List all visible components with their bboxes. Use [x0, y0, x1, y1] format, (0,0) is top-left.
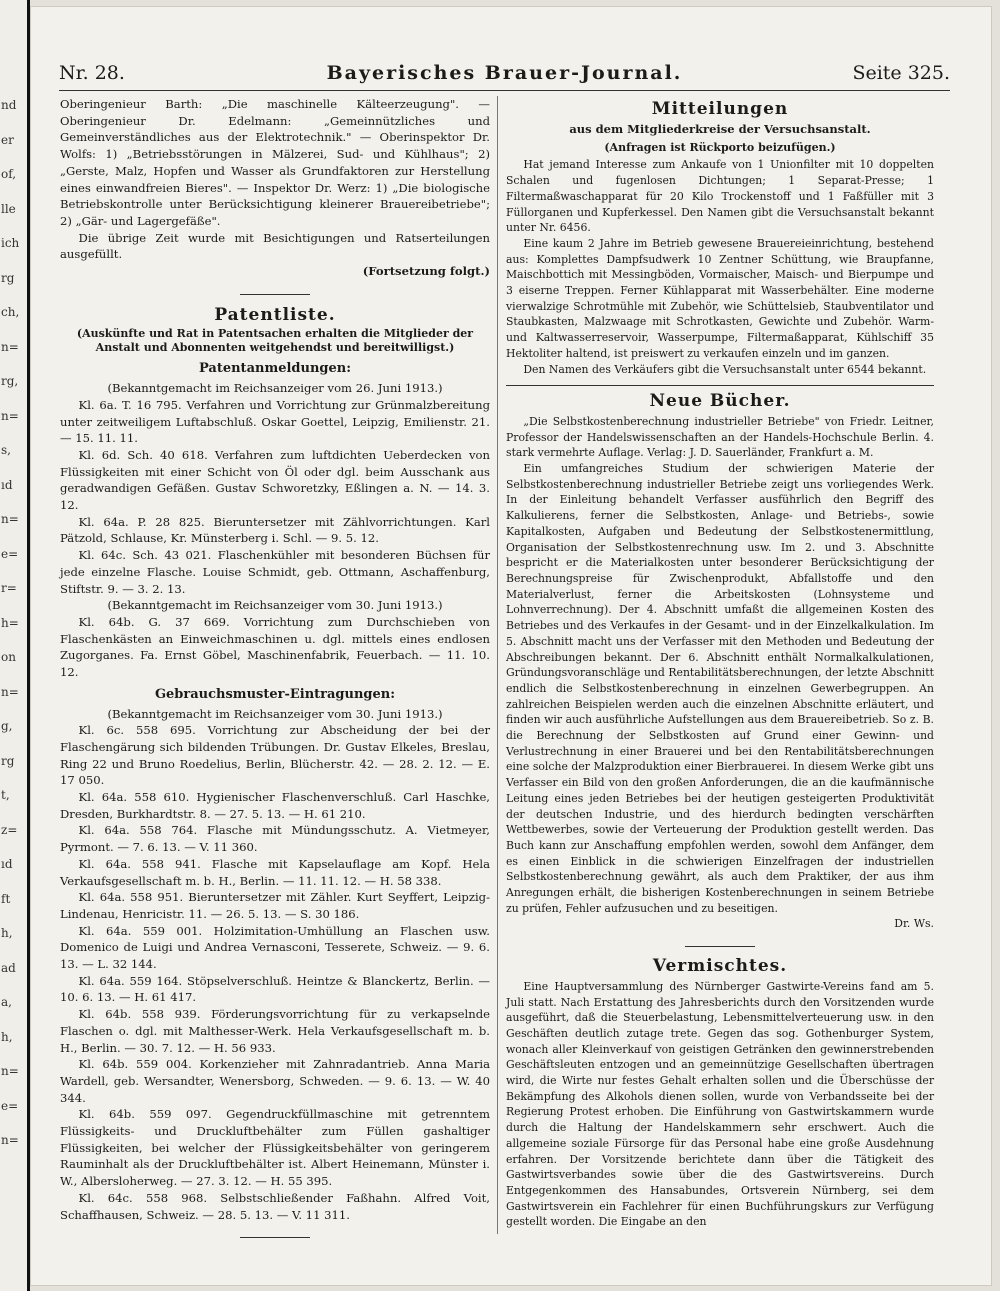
mitteilungen-subtitle: aus dem Mitgliederkreise der Versuchsanstalt. — [569, 121, 871, 136]
utility-entry: Kl. 64b. 558 939. Förderungsvorrichtung für zu verkapselnde Flaschen o. dgl. mit Malthesser-Werk. Hela Verkaufsgesellschaft m. b. H., Berlin. — 30. 7. 12. — H. 56 933. — [60, 1007, 490, 1055]
header-rule — [59, 90, 950, 91]
utility-entry: Kl. 64c. 558 968. Selbstschließender Faßhahn. Alfred Voit, Schaffhausen, Schweiz. — 28. 5. 13. — V. 11 311. — [60, 1190, 490, 1222]
issue-number: Nr. 28. — [59, 62, 125, 84]
patent-entry: Kl. 6d. Sch. 40 618. Verfahren zum luftdichten Ueberdecken von Flüssigkeiten mit einer Schicht von Öl oder dgl. beim Ausschank aus geradwandigen Gefäßen. Gustav Schworetzky, Eßlingen a. N. — 14. 3. 12. — [60, 447, 490, 513]
binding-fragment: t, — [1, 788, 10, 802]
binding-fragment: ft — [1, 891, 11, 906]
vermischtes-paragraph: Eine Hauptversammlung des Nürnberger Gastwirte-Vereins fand am 5. Juli statt. Nach Erstattung des Jahresberichts durch den Vorsitzenden wurde ausgeführt, daß die Steuerbelastung, Lebensmittelverteuerung usw. in den Geschäften deutlich zutage trete. Gegen das sog. Gothenburger System, wonach aller Kleinverkauf von geistigen Getränken den gewinnerstrebenden Geschäftsleuten entzogen und an gemeinnützige Gesellschaften übertragen wird, die Wirte nur festes Gehalt erhalten sollen und die Überschüsse der Bekämpfung des Alkohols dienen sollen, wurde von Verbandsseite bei der Regierung Protest erhoben. Die Einführung von Gastwirtskammern wurde durch die Haltung der Handelskammern sehr erschwert. Auch die allgemeine soziale Fürsorge für das Personal habe eine große Ausdehnung erfahren. Der Vorsitzende berichtete dann über die Tätigkeit des Gastwirtsverbandes sowie über die des Gastwirtsvereins. Durch Entgegenkommen des Hansabundes, Ortsverein Nürnberg, sei dem Gastwirtsverein ein Fachlehrer für einen Buchführungskurs zur Verfügung gestellt worden. Die Eingabe an den — [506, 979, 934, 1229]
section-divider — [685, 946, 755, 947]
patent-entry: Kl. 64b. G. 37 669. Vorrichtung zum Durchschieben von Flaschenkästen an Einweichmaschinen u. dgl. mittels eines endlosen Zugorganes. Fa. Ernst Göbel, Maschinenfabrik, Feuerbach. — 11. 10. 12. — [60, 614, 490, 680]
books-paragraph: Ein umfangreiches Studium der schwierigen Materie der Selbstkostenberechnung industrieller Betriebe zeigt uns vorliegendes Werk. In der Einleitung behandelt Verfasser ausführlich den Begriff des Kalkulierens, ferner die Selbstkosten, Anlage- und Betriebs-, sowie Kapitalkosten, Aufgaben und Bedeutung der Selbstkostenermittlung, Organisation der Selbstkostenrechnung usw. Im 2. und 3. Abschnitte bespricht er die Materialkosten unter besonderer Berücksichtigung der Berechnungspreise für Zwischenprodukt, Abfallstoffe und den Materialverlust, ferner die Arbeitskosten (Lohnsysteme und Lohnverrechnung). Der 4. Abschnitt umfaßt die allgemeinen Kosten des Betriebes und des Verkaufes in der Gesamt- und in der Einzelkalkulation. Im 5. Abschnitt macht uns der Verfasser mit den Methoden und Bedeutung der Abschreibungen bekannt. Der 6. Abschnitt enthält Normalkalkulationen, Gründungsvoranschläge und Rentabilitätsberechnungen, der letzte Abschnitt endlich die Selbstkostenberechnung in einzelnen Gewerbegruppen. An zahlreichen Beispielen werden auch die einzelnen Abschnitte erläutert, und finden wir auch ausführliche Aufstellungen aus dem Brauereibetrieb. So z. B. die Berechnung der Selbstkosten auf Grund einer Gewinn- und Verlustrechnung in einer Brauerei und bei den Rentabilitätsberechnungen eine solche der Malzproduktion einer Bierbrauerei. In diesem Werke gibt uns Verfasser ein Bild von den großen Anforderungen, die an die kaufmännische Leitung eines jeden Betriebes bei der heutigen gesteigerten Produktivität der deutschen Industrie, und des hierdurch bedingten verschärften Wettbewerbes, sowie der Verteuerung der Produktion gestellt werden. Das Buch kann zur Anschaffung empfohlen werden, sowohl dem Anfänger, dem es einen Einblick in die schwierigen Einzelfragen der industriellen Selbstkostenberechnung gewährt, als auch dem Praktiker, der aus ihm Anregungen erhält, die bisherigen Kostenberechnungen in seinem Betriebe zu prüfen, Fehler aufzusuchen und zu beseitigen. — [506, 462, 934, 915]
binding-fragment: n= — [1, 1133, 19, 1147]
utility-entry: Kl. 64a. 558 941. Flasche mit Kapselauflage am Kopf. Hela Verkaufsgesellschaft m. b. H., Berlin. — 11. 11. 12. — H. 58 338. — [60, 856, 490, 888]
binding-fragment: ad — [1, 960, 16, 975]
binding-fragment: ıd — [1, 857, 13, 871]
left-column — [60, 96, 490, 1250]
publication-note-1: (Bekanntgemacht im Reichsanzeiger vom 26. Juni 1913.) — [107, 381, 443, 396]
anmeldungen-title: Patentanmeldungen: — [198, 361, 352, 377]
books-paragraph: „Die Selbstkostenberechnung industrieller Betriebe" von Friedr. Leitner, Professor der Handelswissenschaften an der Handels-Hochschule Berlin. 4. stark vermehrte Auflage. Verlag: J. D. Sauerländer, Frankfurt a. M. — [506, 414, 934, 460]
binding-fragment: e= — [1, 546, 19, 561]
binding-fragment: g, — [1, 719, 13, 733]
binding-fragment: s, — [1, 443, 11, 457]
utility-entry: Kl. 64a. 558 764. Flasche mit Mündungsschutz. A. Vietmeyer, Pyrmont. — 7. 6. 13. — V. 11 360. — [60, 823, 490, 855]
intro-paragraph-2: Die übrige Zeit wurde mit Besichtigungen und Ratserteilungen ausgefüllt. — [60, 230, 490, 262]
binding-fragment: z= — [1, 822, 18, 837]
binding-fragment: nd — [1, 98, 17, 112]
binding-strip — [0, 0, 30, 1291]
patent-list-title: Patentliste. — [214, 304, 336, 325]
mitteilungen-title: Mitteilungen — [651, 99, 789, 119]
binding-fragment: er — [1, 132, 14, 147]
section-divider — [240, 294, 310, 295]
right-column — [506, 96, 934, 1230]
binding-fragment: n= — [1, 408, 19, 423]
utility-entry: Kl. 64a. 558 951. Bieruntersetzer mit Zähler. Kurt Seyffert, Leipzig-Lindenau, Henricistr. 11. — 26. 5. 13. — S. 30 186. — [60, 890, 490, 921]
patent-entry: Kl. 64c. Sch. 43 021. Flaschenkühler mit besonderen Büchsen für jede einzelne Flasche. Louise Schmidt, geb. Ottmann, Aschaffenburg, Stiftstr. 9. — 3. 2. 13. — [60, 548, 490, 596]
page-header — [59, 62, 950, 88]
patent-entry: Kl. 6a. T. 16 795. Verfahren und Vorrichtung zur Grünmalzbereitung unter zeitweiligem Luftabschluß. Oskar Goettel, Leipzig, Emilienstr. 21. — 15. 11. 11. — [60, 397, 490, 446]
intro-paragraph: Oberingenieur Barth: „Die maschinelle Kälteerzeugung". — Oberingenieur Dr. Edelmann: „Gemeinnützliches und Gemeinverständliches aus der Elektrotechnik." — Oberinspektor Dr. Wolfs: 1) „Betriebsstörungen in Mälzerei, Sud- und Kühlhaus"; 2) „Gerste, Malz, Hopfen und Wasser als Grundfaktoren zur Herstellung eines einwandfreien Bieres". — Inspektor Dr. Werz: 1) „Die biologische Betriebskontrolle unter Berücksichtigung kleinerer Brauereibetriebe"; 2) „Gär- und Lagergefäße". — [60, 97, 490, 228]
gebrauchsmuster-title: Gebrauchsmuster-Eintragungen: — [154, 686, 396, 702]
patent-entry: Kl. 64a. P. 28 825. Bieruntersetzer mit Zählvorrichtungen. Karl Pätzold, Schlause, Kr. Münsterberg i. Schl. — 9. 5. 12. — [60, 514, 490, 546]
mitteilungen-paragraph: Eine kaum 2 Jahre im Betrieb gewesene Brauereieinrichtung, bestehend aus: Komplettes Dampfsudwerk 10 Zentner Schüttung, wie Braupfanne, Maischbottich mit Messingböden, Vormaischer, Maisch- und Bierpumpe und 3 eiserne Treppen. Ferner Kühlapparat mit Wasserbehälter. Eine moderne vierwalzige Schrotmühle mit Zubehör, wie Schüttelsieb, Staubventilator und Staubkasten, Malzwaage mit Schrotkasten, Gewichte und Zubehör. Warm- und Kaltwasserreservoir, Wasserpumpe, Filtermaßapparat, Kühlschiff 35 Hektoliter haltend, ist preiswert zu verkaufen einzeln und im ganzen. — [506, 236, 934, 360]
binding-fragment: ıd — [1, 477, 13, 492]
binding-fragment: rg — [1, 753, 15, 768]
binding-fragment: h, — [1, 926, 13, 940]
section-divider — [240, 1237, 310, 1238]
binding-fragment: n= — [1, 684, 19, 699]
binding-fragment: lle — [1, 201, 16, 216]
books-signature: Dr. Ws. — [894, 917, 934, 931]
binding-fragment: rg, — [1, 374, 19, 388]
binding-fragment: n= — [1, 1064, 19, 1078]
vermischtes-title: Vermischtes. — [652, 956, 788, 977]
publication-note-3: (Bekanntgemacht im Reichsanzeiger vom 30. Juni 1913.) — [107, 706, 443, 721]
patent-note: (Auskünfte und Rat in Patentsachen erhalten die Mitglieder der Anstalt und Abonnenten weitgehendst und bereitwilligst.) — [76, 327, 474, 355]
books-title: Neue Bücher. — [649, 391, 791, 412]
binding-fragment: rg — [1, 270, 15, 285]
utility-entry: Kl. 6c. 558 695. Vorrichtung zur Abscheidung der bei der Flaschengärung sich bildenden Trübungen. Dr. Gustav Elkeles, Breslau, Ring 22 und Bruno Roedelius, Berlin, Blücherstr. 42. — 28. 2. 12. — E. 17 050. — [60, 723, 490, 788]
binding-fragment: a, — [1, 995, 12, 1009]
binding-fragment: n= — [1, 512, 19, 526]
binding-fragment: h= — [1, 615, 19, 630]
utility-entry: Kl. 64b. 559 097. Gegendruckfüllmaschine mit getrenntem Flüssigkeits- und Druckluftbehälter zum Füllen gashaltiger Flüssigkeiten, bei welcher der Flüssigkeitsbehälter von geringerem Rauminhalt als der Druckluftbehälter ist. Albert Heinemann, Münster i. W., Albersloherweg. — 27. 3. 12. — H. 55 395. — [60, 1107, 490, 1189]
page-number: Seite 325. — [852, 62, 950, 84]
binding-fragment: r= — [1, 581, 17, 595]
mitteilungen-note: (Anfragen ist Rückporto beizufügen.) — [604, 141, 836, 155]
utility-entry: Kl. 64a. 559 164. Stöpselverschluß. Heintze & Blanckertz, Berlin. — 10. 6. 13. — H. 61 417. — [60, 973, 490, 1005]
binding-fragment: e= — [1, 1098, 19, 1113]
column-separator — [497, 96, 498, 1234]
section-divider — [506, 385, 934, 386]
mitteilungen-paragraph: Den Namen des Verkäufers gibt die Versuchsanstalt unter 6544 bekannt. — [523, 362, 927, 376]
mitteilungen-paragraph: Hat jemand Interesse zum Ankaufe von 1 Unionfilter mit 10 doppelten Schalen und fugenlosen Dichtungen; 1 Separat-Presse; 1 Filtermaßwaschapparat für 20 Kilo Trockenstoff und 1 Faßfüller mit 3 Füllorganen und Kupferkessel. Den Namen gibt die Versuchsanstalt bekannt unter Nr. 6456. — [506, 158, 934, 235]
binding-fragment: on — [1, 650, 16, 664]
binding-fragment: of, — [1, 167, 17, 181]
binding-fragment: h, — [1, 1029, 13, 1044]
binding-fragment: ch, — [1, 305, 20, 319]
publication-note-2: (Bekanntgemacht im Reichsanzeiger vom 30. Juni 1913.) — [107, 598, 443, 613]
binding-fragment: n= — [1, 339, 19, 354]
utility-entry: Kl. 64b. 559 004. Korkenzieher mit Zahnradantrieb. Anna Maria Wardell, geb. Wersandter, Wenersborg, Schweden. — 9. 6. 13. — W. 40 344. — [60, 1057, 490, 1105]
utility-entry: Kl. 64a. 559 001. Holzimitation-Umhüllung an Flaschen usw. Domenico de Luigi und Andrea Vernasconi, Tesserete, Schweiz. — 9. 6. 13. — L. 32 144. — [60, 923, 490, 972]
journal-title: Bayerisches Brauer-Journal. — [326, 62, 683, 84]
binding-fragment: ich — [1, 236, 20, 250]
continued-note: (Fortsetzung folgt.) — [362, 264, 490, 279]
utility-entry: Kl. 64a. 558 610. Hygienischer Flaschenverschluß. Carl Haschke, Dresden, Burkhardtstr. 8. — 27. 5. 13. — H. 61 210. — [60, 790, 490, 821]
